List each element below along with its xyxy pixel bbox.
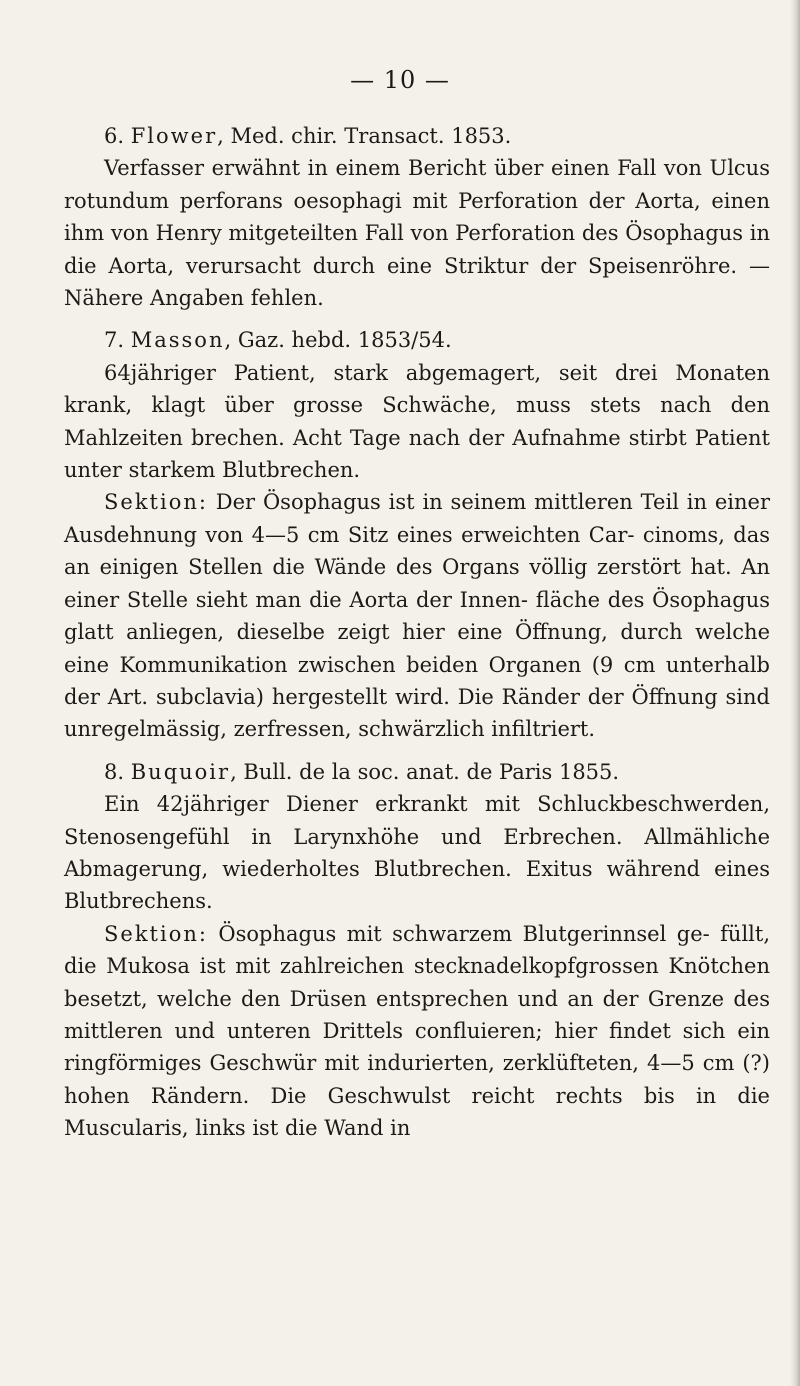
reference-source: , Bull. de la soc. anat. de Paris 1855. xyxy=(230,759,620,784)
author-name: Flower xyxy=(130,124,218,148)
paragraph-text: Ösophagus mit schwarzem Blutgerinnsel ge- füllt, die Mukosa ist mit zahlreichen stecknadelkopfgrossen Knötchen besetzt, welche den Drüsen entsprechen und an der Grenze des mittleren und unteren Drittels confluieren; hier findet sich ein ringförmiges Geschwür mit indurierten, zerklüfteten, 4—5 cm (?) hohen Rändern. Die Geschwulst reicht rechts bis in die Muscularis, links ist die Wand in xyxy=(64,921,770,1141)
paragraph-text: mitgeteilten Fall von Perforation des Ösophagus in die Aorta, verursacht durch eine Striktur der Speisenröhre. — Nähere Angaben fehlen. xyxy=(64,221,770,311)
entry-number: 8. xyxy=(104,759,125,784)
case-paragraph: 64jähriger Patient, stark abgemagert, seit drei Monaten krank, klagt über grosse Schwäche, muss stets nach den Mahlzeiten brechen. Acht Tage nach der Aufnahme stirbt Patient unter starkem Blutbrechen. xyxy=(64,360,770,483)
entry-number: 6. xyxy=(104,124,125,148)
entry-number: 7. xyxy=(104,328,125,353)
reference-source: , Med. chir. Transact. 1853. xyxy=(217,124,512,148)
paragraph-text: Der Ösophagus ist in seinem mittleren Teil in einer Ausdehnung von 4—5 cm Sitz eines erweichten Car- cinoms, das an einigen Stellen die Wände des Organs völlig zerstört hat. An einer Stelle sieht man die Aorta der Innen- fläche des Ösophagus glatt anliegen, dieselbe zeigt hier eine Öffnung, durch welche eine Kommunikation zwischen beiden Organen (9 cm unterhalb der Art. subclavia) hergestellt wird. Die Ränder der Öffnung sind unregelmässig, zerfressen, schwärzlich infiltriert. xyxy=(64,490,770,742)
section-label: Sektion: xyxy=(104,490,208,515)
person-name: Henry xyxy=(155,221,222,246)
section-paragraph xyxy=(64,918,770,1145)
section-label: Sektion: xyxy=(104,921,208,946)
page-edge-shadow xyxy=(790,0,800,1386)
page-number: — 10 — xyxy=(350,66,450,94)
case-entry-8 xyxy=(64,756,770,1145)
section-paragraph xyxy=(64,486,770,745)
case-paragraph xyxy=(64,152,770,314)
author-name: Masson xyxy=(130,328,225,353)
reference-source: , Gaz. hebd. 1853/54. xyxy=(224,328,452,353)
case-paragraph: Ein 42jähriger Diener erkrankt mit Schluckbeschwerden, Stenosengefühl in Larynxhöhe und Erbrechen. Allmähliche Abmagerung, wiederholtes Blutbrechen. Exitus während eines Blutbrechens. xyxy=(64,792,770,914)
case-entries xyxy=(64,120,770,1155)
reference-line xyxy=(64,756,770,788)
reference-line xyxy=(64,324,770,356)
case-entry-6 xyxy=(64,120,770,314)
paragraph-text: Verfasser erwähnt in einem Bericht über einen Fall von Ulcus rotundum perforans oesophagi mit Perforation der Aorta, einen ihm von xyxy=(64,156,770,246)
reference-line xyxy=(64,120,770,152)
case-entry-7 xyxy=(64,324,770,745)
author-name: Buquoir xyxy=(130,759,231,784)
